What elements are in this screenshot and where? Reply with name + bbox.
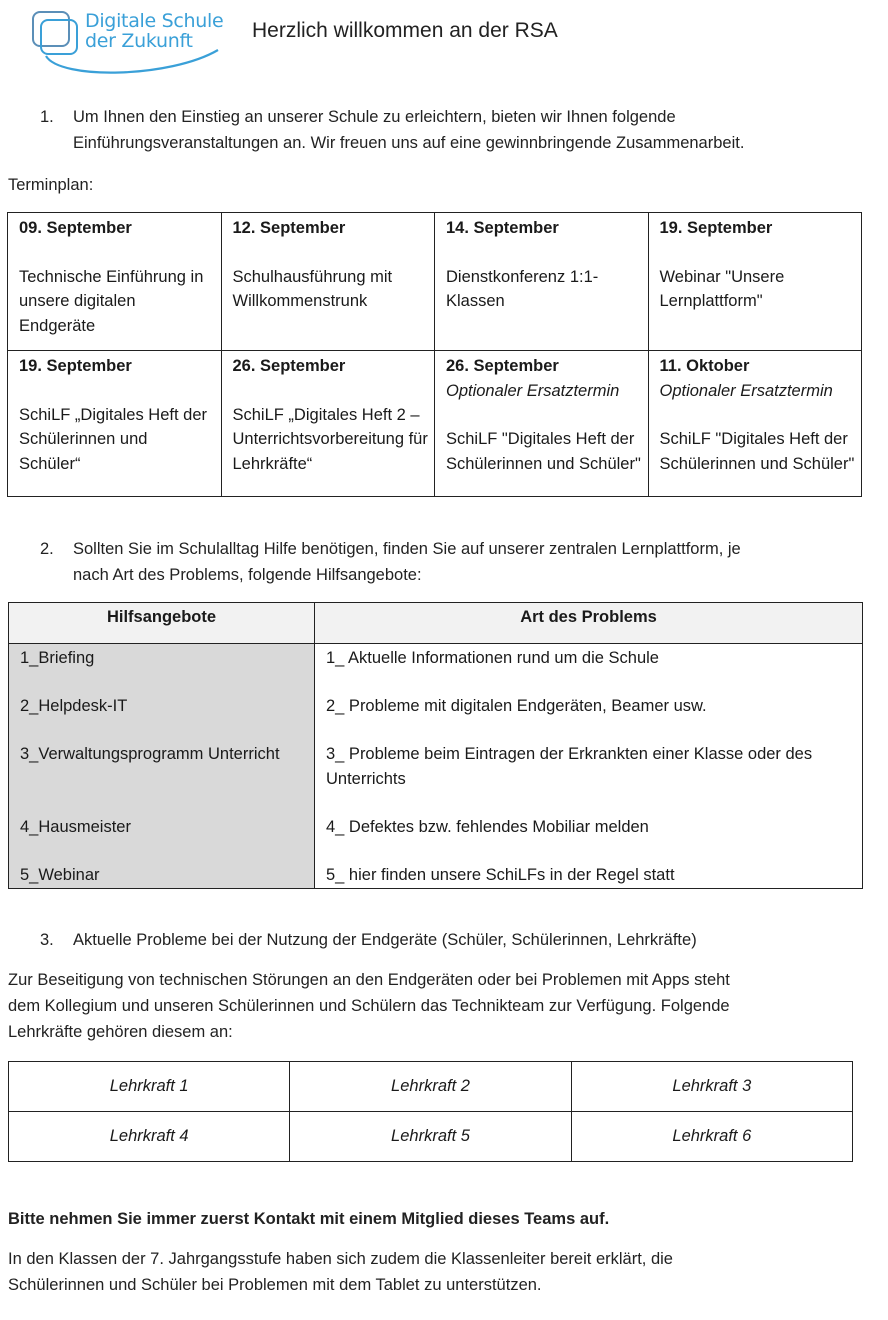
table-cell [435, 351, 649, 497]
section-3-para-line-2: dem Kollegium und unseren Schülerinnen und Schülern das Technikteam zur Verfügung. Folgende [8, 997, 730, 1015]
event-date: 19. September [659, 219, 773, 237]
event-description: Webinar "Unsere Lernplattform" [659, 267, 785, 310]
offer-cell: 3_Verwaltungsprogramm Unterricht [9, 742, 315, 815]
event-date: 26. September [446, 357, 559, 375]
offer-cell: 5_Webinar [9, 863, 315, 888]
table-cell [648, 351, 862, 497]
column-header-offers: Hilfsangebote [9, 603, 315, 644]
section-2-intro [0, 537, 888, 589]
section-3-para-line-1: Zur Beseitigung von technischen Störungen an den Endgeräten oder bei Problemen mit Apps steht [8, 971, 730, 989]
table-cell [435, 213, 649, 351]
table-cell [648, 213, 862, 351]
table-row [8, 213, 862, 351]
table-cell [221, 213, 435, 351]
list-number: 3. [40, 931, 54, 949]
terminplan-table [7, 212, 862, 497]
event-description: Dienstkonferenz 1:1-Klassen [446, 267, 599, 310]
problem-cell: 5_ hier finden unsere SchiLFs in der Regel statt [315, 863, 863, 888]
section-3-heading [0, 928, 888, 954]
table-row [9, 1112, 853, 1162]
event-note: Optionaler Ersatztermin [659, 381, 833, 400]
table-header-row [9, 603, 863, 644]
section-3-para-line-3: Lehrkräfte gehören diesem an: [8, 1023, 233, 1041]
table-row [8, 351, 862, 497]
team-member-cell: Lehrkraft 4 [9, 1112, 290, 1162]
table-cell [221, 351, 435, 497]
event-description: SchiLF "Digitales Heft der Schülerinnen und Schüler" [446, 430, 641, 473]
intro-line-1: Um Ihnen den Einstieg an unserer Schule zu erleichtern, bieten wir Ihnen folgende [73, 108, 676, 126]
event-date: 12. September [232, 219, 346, 237]
table-row [9, 694, 863, 742]
event-description: Schulhausführung mit Willkommenstrunk [232, 267, 393, 310]
closing-line-1: In den Klassen der 7. Jahrgangsstufe haben sich zudem die Klassenleiter bereit erklärt, die [8, 1250, 673, 1268]
event-date: 14. September [446, 219, 559, 237]
team-member-cell: Lehrkraft 3 [571, 1062, 852, 1112]
contact-notice: Bitte nehmen Sie immer zuerst Kontakt mit einem Mitglied dieses Teams auf. [8, 1210, 610, 1228]
section-3-heading-text: Aktuelle Probleme bei der Nutzung der Endgeräte (Schüler, Schülerinnen, Lehrkräfte) [73, 931, 697, 949]
table-cell [8, 351, 222, 497]
event-date: 11. Oktober [659, 357, 750, 375]
table-row [9, 1062, 853, 1112]
terminplan-label: Terminplan: [8, 176, 94, 194]
table-row [9, 742, 863, 815]
table-cell [8, 213, 222, 351]
closing-line-2: Schülerinnen und Schüler bei Problemen mit dem Tablet zu unterstützen. [8, 1276, 542, 1294]
team-member-cell: Lehrkraft 1 [9, 1062, 290, 1112]
table-row [9, 644, 863, 695]
team-member-cell: Lehrkraft 5 [290, 1112, 571, 1162]
table-row [9, 863, 863, 888]
list-number: 2. [40, 540, 54, 558]
school-logo [30, 8, 225, 80]
offer-cell: 1_Briefing [9, 644, 315, 695]
logo-line-2: der Zukunft [85, 30, 193, 52]
list-number: 1. [40, 108, 54, 126]
event-date: 09. September [19, 219, 132, 237]
event-date: 19. September [19, 357, 132, 375]
team-member-cell: Lehrkraft 2 [290, 1062, 571, 1112]
event-description: Technische Einführung in unsere digitalen Endgeräte [19, 267, 204, 335]
event-description: SchiLF "Digitales Heft der Schülerinnen und Schüler" [659, 430, 855, 473]
offer-cell: 4_Hausmeister [9, 815, 315, 863]
table-row [9, 815, 863, 863]
event-description: SchiLF „Digitales Heft 2 – Unterrichtsvorbereitung für Lehrkräfte“ [232, 405, 428, 473]
section-2-line-1: Sollten Sie im Schulalltag Hilfe benötigen, finden Sie auf unserer zentralen Lernplattform, je [73, 540, 741, 558]
section-2-line-2: nach Art des Problems, folgende Hilfsangebote: [73, 566, 422, 584]
column-header-problem: Art des Problems [315, 603, 863, 644]
section-1-intro [0, 105, 888, 157]
offer-cell: 2_Helpdesk-IT [9, 694, 315, 742]
event-description: SchiLF „Digitales Heft der Schülerinnen und Schüler“ [19, 405, 207, 473]
page-title: Herzlich willkommen an der RSA [252, 19, 558, 42]
problem-cell: 4_ Defektes bzw. fehlendes Mobiliar melden [315, 815, 863, 863]
problem-cell: 3_ Probleme beim Eintragen der Erkrankten einer Klasse oder des Unterrichts [315, 742, 863, 815]
problem-cell: 2_ Probleme mit digitalen Endgeräten, Beamer usw. [315, 694, 863, 742]
help-offers-table [8, 602, 863, 889]
event-note: Optionaler Ersatztermin [446, 381, 620, 400]
intro-line-2: Einführungsveranstaltungen an. Wir freuen uns auf eine gewinnbringende Zusammenarbeit. [73, 134, 745, 152]
problem-cell: 1_ Aktuelle Informationen rund um die Schule [315, 644, 863, 695]
logo-line-1: Digitale Schule [85, 10, 224, 32]
event-date: 26. September [232, 357, 346, 375]
tech-team-table [8, 1061, 853, 1162]
team-member-cell: Lehrkraft 6 [571, 1112, 852, 1162]
